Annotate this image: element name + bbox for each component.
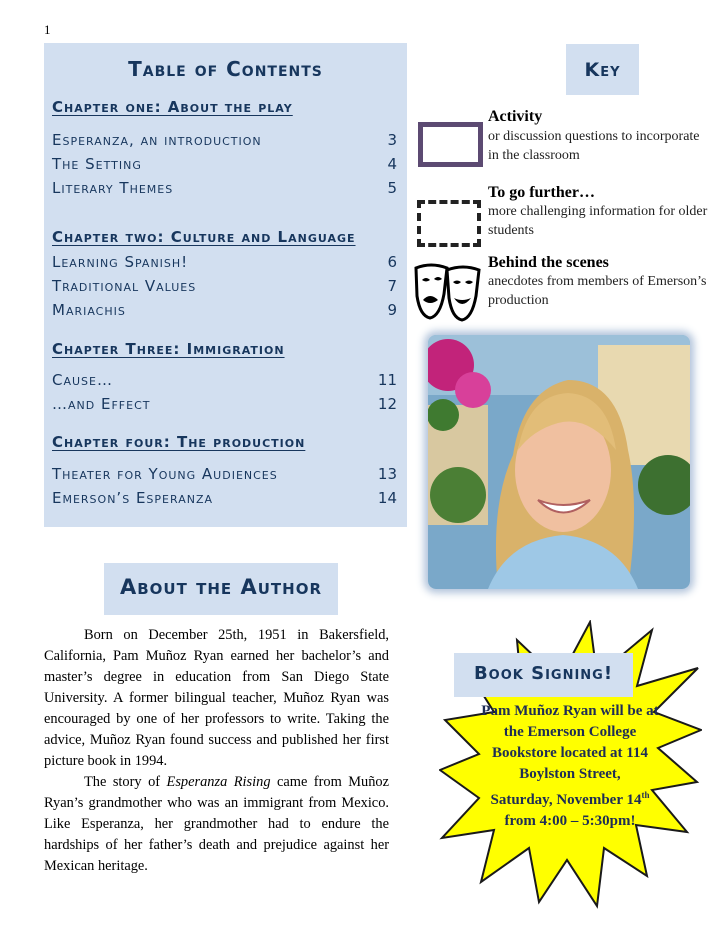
toc-entry-label: The Setting	[52, 155, 142, 173]
toc-entry	[52, 301, 397, 323]
about-heading-box	[104, 563, 338, 615]
toc-entry-label: Learning Spanish!	[52, 253, 189, 271]
toc-entry	[52, 395, 397, 417]
page-number: 1	[44, 22, 51, 37]
toc-title: Table of Contents	[128, 57, 323, 81]
about-title: About the Author	[119, 575, 323, 599]
chapter-2-heading: Chapter two: Culture and Language	[52, 228, 356, 246]
author-photo	[428, 335, 690, 589]
signing-line: Bookstore located at 114	[492, 745, 648, 761]
bio-paragraph: Born on December 25th, 1951 in Bakersfield, California, Pam Muñoz Ryan earned her bachelor’s and master’s degree in education from San Diego State University. A former bilingual teacher, Muñoz Ryan was encouraged by one of her professors to write. Taking the advice, Muñoz Ryan found success and published her first picture book in 1994.	[44, 627, 389, 769]
toc-entry-label: Esperanza, an introduction	[52, 131, 262, 149]
toc-entry	[52, 465, 397, 487]
book-signing-details	[440, 701, 700, 832]
key-title: Key	[584, 59, 621, 81]
toc-entry	[52, 253, 397, 275]
book-signing-heading-box	[454, 653, 633, 697]
signing-line: Boylston Street,	[519, 766, 621, 782]
key-heading-box	[566, 44, 639, 95]
activity-symbol-icon	[418, 122, 483, 167]
chapter-3-heading: Chapter Three: Immigration	[52, 340, 285, 358]
toc-entry-page: 6	[387, 253, 397, 271]
chapter-4-heading: Chapter four: The production	[52, 433, 306, 451]
toc-entry-page: 4	[387, 155, 397, 173]
activity-label: Activity	[488, 108, 543, 125]
further-symbol-icon	[417, 200, 481, 247]
toc-entry	[52, 131, 397, 153]
further-label: To go further…	[488, 184, 595, 201]
toc-entry-page: 9	[387, 301, 397, 319]
bio-paragraph	[44, 772, 389, 877]
date-suffix: th	[641, 790, 650, 800]
behind-label: Behind the scenes	[488, 254, 609, 271]
further-description: more challenging information for older students	[488, 204, 708, 238]
toc-entry-page: 14	[377, 489, 397, 507]
toc-entry	[52, 489, 397, 511]
toc-entry-label: Mariachis	[52, 301, 126, 319]
signing-date: Saturday, November 14	[490, 792, 642, 808]
toc-entry-label: Literary Themes	[52, 179, 174, 197]
toc-entry-label: …and Effect	[52, 395, 151, 413]
behind-description: anecdotes from members of Emerson’s production	[488, 274, 707, 308]
activity-description: or discussion questions to incorporate in the classroom	[488, 129, 700, 163]
toc-entry-label: Cause…	[52, 371, 113, 389]
toc-entry-page: 13	[377, 465, 397, 483]
toc-entry-page: 12	[377, 395, 397, 413]
toc-entry-label: Traditional Values	[52, 277, 197, 295]
signing-line: Pam Muñoz Ryan will be at	[481, 703, 659, 719]
toc-entry-page: 3	[387, 131, 397, 149]
signing-line: the Emerson College	[503, 724, 637, 740]
table-of-contents	[44, 43, 407, 527]
theater-masks-icon	[413, 262, 481, 324]
toc-entry-page: 5	[387, 179, 397, 197]
toc-entry-page: 11	[377, 371, 397, 389]
toc-entry	[52, 277, 397, 299]
chapter-1-heading: Chapter one: About the play	[52, 98, 293, 116]
book-signing-title: Book Signing!	[473, 663, 614, 684]
bio-text: came from Muñoz Ryan’s grandmother who was an immigrant from Mexico. Like Esperanza, her grandmother had to endure the hardships of her father’s death and prejudice against her Mexican heritage.	[44, 774, 390, 874]
bio-text: The story of	[84, 774, 167, 790]
toc-entry-label: Emerson’s Esperanza	[52, 489, 214, 507]
toc-entry	[52, 179, 397, 201]
book-title: Esperanza Rising	[166, 774, 271, 790]
toc-entry	[52, 371, 397, 393]
signing-line: from 4:00 – 5:30pm!	[504, 813, 636, 829]
signing-line	[440, 785, 700, 811]
toc-entry	[52, 155, 397, 177]
toc-entry-page: 7	[387, 277, 397, 295]
toc-entry-label: Theater for Young Audiences	[52, 465, 278, 483]
author-biography	[44, 625, 389, 877]
